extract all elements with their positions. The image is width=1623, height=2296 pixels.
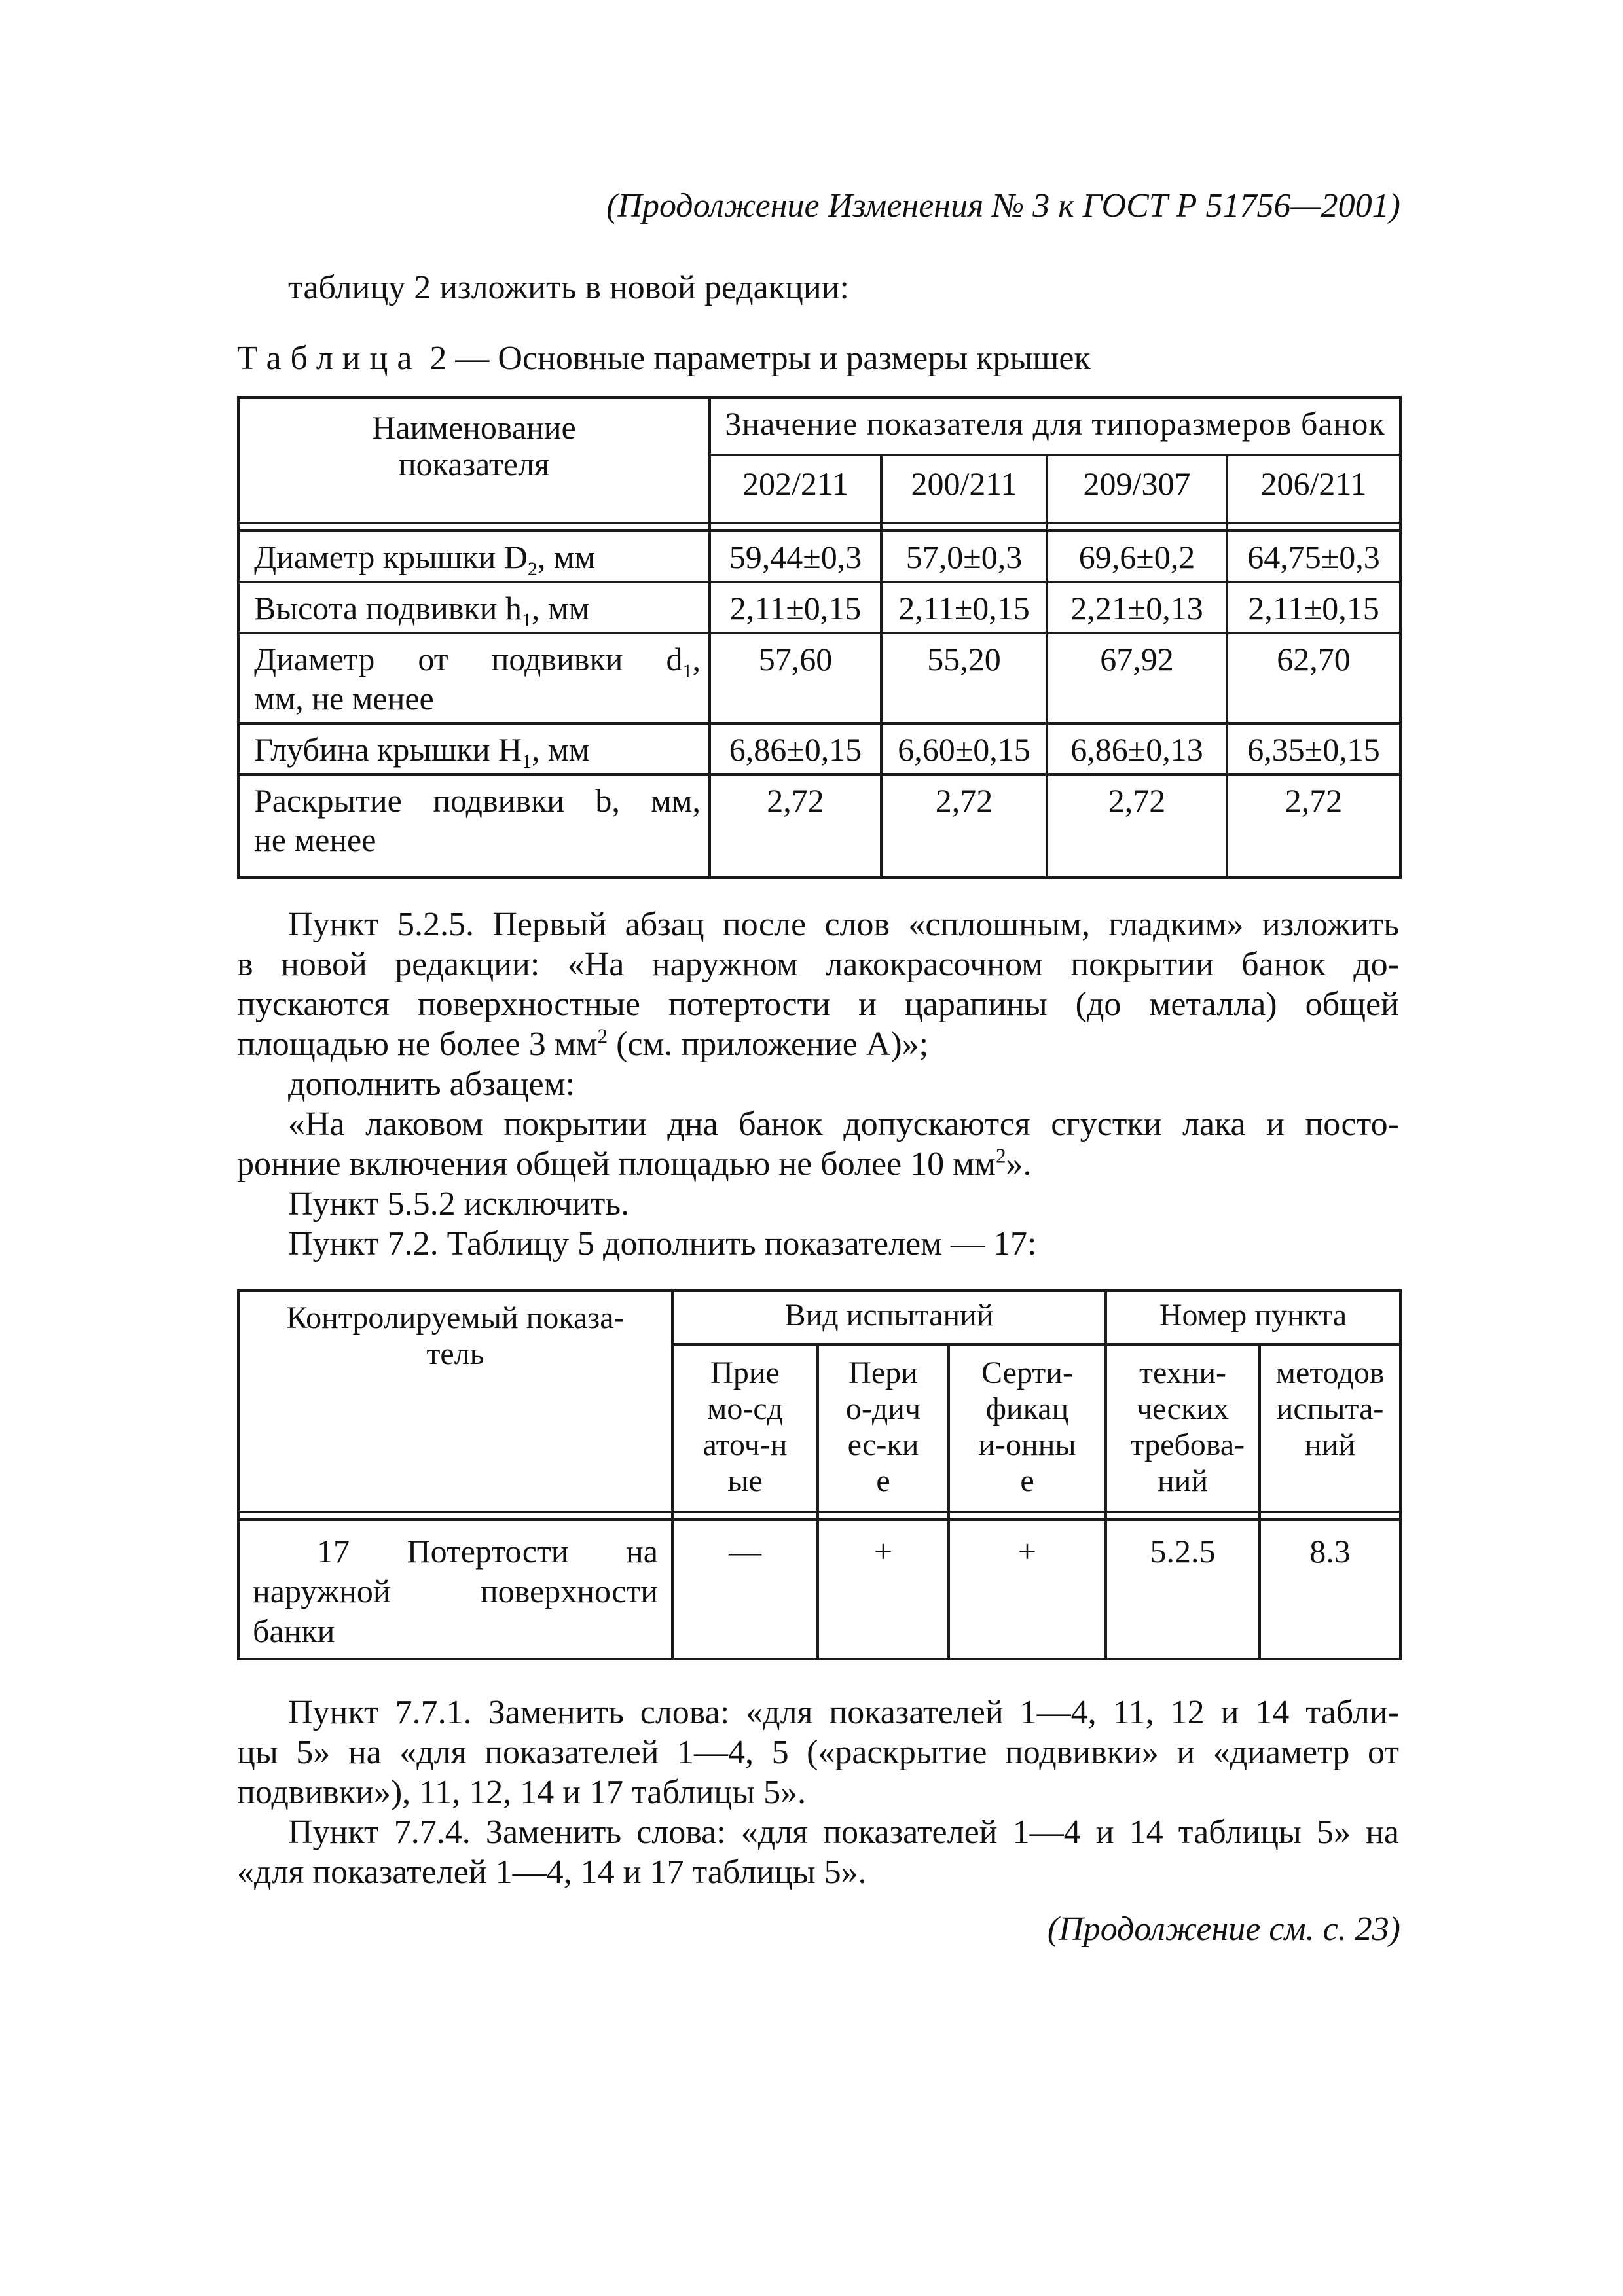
text-line: подвивки»), 11, 12, 14 и 17 таблицы 5».	[237, 1774, 807, 1811]
text-fragment: ».	[1006, 1145, 1032, 1183]
table2-cell: 55,20	[881, 633, 1047, 723]
table5-subheader	[1260, 1344, 1400, 1512]
table-row	[238, 531, 1400, 582]
intro-text: таблицу 2 изложить в новой редакции:	[288, 269, 849, 306]
subheader-text: методов испыта-ний	[1275, 1355, 1385, 1462]
table2-cell: 2,11±0,15	[881, 582, 1047, 633]
table2-cell: 6,86±0,13	[1047, 723, 1227, 774]
label-tail: , мм	[537, 539, 596, 575]
table2-cell: 67,92	[1047, 633, 1227, 723]
subheader-text: техни-ческих требова-ний	[1130, 1355, 1245, 1498]
table2-caption-title: 2 — Основные параметры и размеры крышек	[421, 340, 1091, 377]
table5-subheader	[818, 1344, 949, 1512]
paragraph-clauses-7-7	[237, 1693, 1399, 1892]
table2-cell: 6,35±0,15	[1227, 723, 1400, 774]
table2-header-size: 206/211	[1227, 455, 1400, 523]
table2-cell: 2,72	[1227, 774, 1400, 878]
table2-cell: 2,21±0,13	[1047, 582, 1227, 633]
label-text: Высота подвивки h	[254, 590, 522, 626]
subheader-text: Перио-дичес-кие	[845, 1355, 921, 1498]
text-line: Пункт 5.2.5. Первый абзац после слов «сплошным, гладким» изложить	[288, 906, 1399, 943]
text-line: Пункт 5.5.2 исключить.	[288, 1185, 630, 1223]
text-line: «На лаковом покрытии дна банок допускаются сгустки лака и посто-	[288, 1105, 1399, 1143]
table2-row-label	[238, 774, 710, 878]
label-subscript: 1	[522, 751, 532, 772]
label-tail: , мм	[531, 590, 590, 626]
label-line-2: не менее	[254, 821, 376, 858]
table5-cell: +	[949, 1520, 1106, 1659]
table2-cell: 2,72	[710, 774, 881, 878]
text-fragment: (см. приложение А)»;	[608, 1026, 929, 1063]
continuation-footer: (Продолжение см. с. 23)	[1047, 1910, 1400, 1948]
table2-cell: 62,70	[1227, 633, 1400, 723]
table-row	[238, 582, 1400, 633]
table5-cell: 8.3	[1260, 1520, 1400, 1659]
text-line: дополнить абзацем:	[288, 1066, 575, 1103]
table5-header-indicator-text: Контролируемый показа-тель	[286, 1300, 625, 1371]
text-line: «для показателей 1—4, 14 и 17 таблицы 5».	[237, 1854, 867, 1891]
text-line: цы 5» на «для показателей 1—4, 5 («раскрытие подвивки» и «диаметр от	[237, 1734, 1399, 1771]
table-row	[238, 633, 1400, 723]
table5-cell: 5.2.5	[1106, 1520, 1260, 1659]
table2-cell: 2,11±0,15	[1227, 582, 1400, 633]
table2-row-label	[238, 582, 710, 633]
table2-cell: 2,72	[881, 774, 1047, 878]
label-text: 17 Потертости на наружной поверхности банки	[253, 1533, 658, 1649]
table2-header-size: 209/307	[1047, 455, 1227, 523]
table2-row-label	[238, 633, 710, 723]
table-row	[238, 774, 1400, 878]
table-row	[238, 723, 1400, 774]
table5-header-separator	[238, 1512, 1400, 1520]
label-subscript: 2	[527, 558, 538, 580]
text-fragment: ронние включения общей площадью не более 10 мм	[237, 1145, 996, 1183]
label-text: Диаметр крышки D	[254, 539, 528, 575]
table2-header-size: 200/211	[881, 455, 1047, 523]
table2-caption-word: Таблица	[237, 340, 422, 377]
table2-row-label	[238, 723, 710, 774]
text-line: Пункт 7.7.1. Заменить слова: «для показателей 1—4, 11, 12 и 14 табли-	[288, 1694, 1399, 1731]
table2-header-separator	[238, 523, 1400, 531]
table5-subheader	[1106, 1344, 1260, 1512]
text-fragment: площадью не более 3 мм	[237, 1026, 598, 1063]
label-subscript: 1	[521, 609, 532, 631]
subheader-text: Приемо-сдаточ-ные	[702, 1355, 788, 1498]
continuation-header: (Продолжение Изменения № 3 к ГОСТ Р 51756—2001)	[606, 187, 1400, 224]
table5-cell: +	[818, 1520, 949, 1659]
table5-header-tests: Вид испытаний	[672, 1291, 1106, 1344]
table2-row-label	[238, 531, 710, 582]
text-line: пускаются поверхностные потертости и царапины (до металла) общей	[237, 986, 1399, 1023]
label-tail: , мм	[532, 731, 590, 768]
table5-header-indicator	[238, 1291, 672, 1512]
table2-header-name	[238, 397, 710, 523]
label-text: Глубина крышки H	[254, 731, 522, 768]
superscript: 2	[995, 1144, 1006, 1168]
table2	[237, 396, 1402, 879]
table2-cell: 6,86±0,15	[710, 723, 881, 774]
table2-cell: 57,0±0,3	[881, 531, 1047, 582]
table2-cell: 6,60±0,15	[881, 723, 1047, 774]
table2-header-group: Значение показателя для типоразмеров банок	[710, 397, 1400, 455]
label-line-2: мм, не менее	[254, 680, 434, 717]
label-tail: ,	[692, 641, 701, 677]
table2-cell: 69,6±0,2	[1047, 531, 1227, 582]
label-line-1	[254, 639, 701, 682]
table2-cell: 59,44±0,3	[710, 531, 881, 582]
text-line: в новой редакции: «На наружном лакокрасочном покрытии банок до-	[237, 946, 1399, 983]
table2-header-size: 202/211	[710, 455, 881, 523]
text-line	[237, 1144, 1399, 1184]
table2-header-name-text: Наименование показателя	[372, 409, 576, 482]
text-line	[237, 1024, 1399, 1064]
subheader-text: Серти-фикаци-онные	[978, 1355, 1076, 1498]
label-subscript: 1	[682, 660, 693, 682]
label-line-1: Раскрытие подвивки b, мм,	[254, 782, 701, 819]
table5-addition	[237, 1289, 1402, 1660]
table2-cell: 64,75±0,3	[1227, 531, 1400, 582]
table-row	[238, 1520, 1400, 1659]
label-text: Диаметр от подвивки d	[254, 641, 683, 677]
table2-cell: 2,72	[1047, 774, 1227, 878]
table2-cell: 2,11±0,15	[710, 582, 881, 633]
table5-header-clause: Номер пункта	[1106, 1291, 1400, 1344]
paragraph-clause-5-2-5	[237, 905, 1399, 1264]
table5-subheader	[672, 1344, 818, 1512]
table2-cell: 57,60	[710, 633, 881, 723]
text-line: Пункт 7.7.4. Заменить слова: «для показателей 1—4 и 14 таблицы 5» на	[288, 1814, 1399, 1851]
table2-caption	[237, 339, 1091, 378]
table5-cell: —	[672, 1520, 818, 1659]
table5-subheader	[949, 1344, 1106, 1512]
text-line: Пункт 7.2. Таблицу 5 дополнить показателем — 17:	[288, 1225, 1037, 1263]
superscript: 2	[597, 1024, 608, 1048]
table5-row-label	[238, 1520, 672, 1659]
